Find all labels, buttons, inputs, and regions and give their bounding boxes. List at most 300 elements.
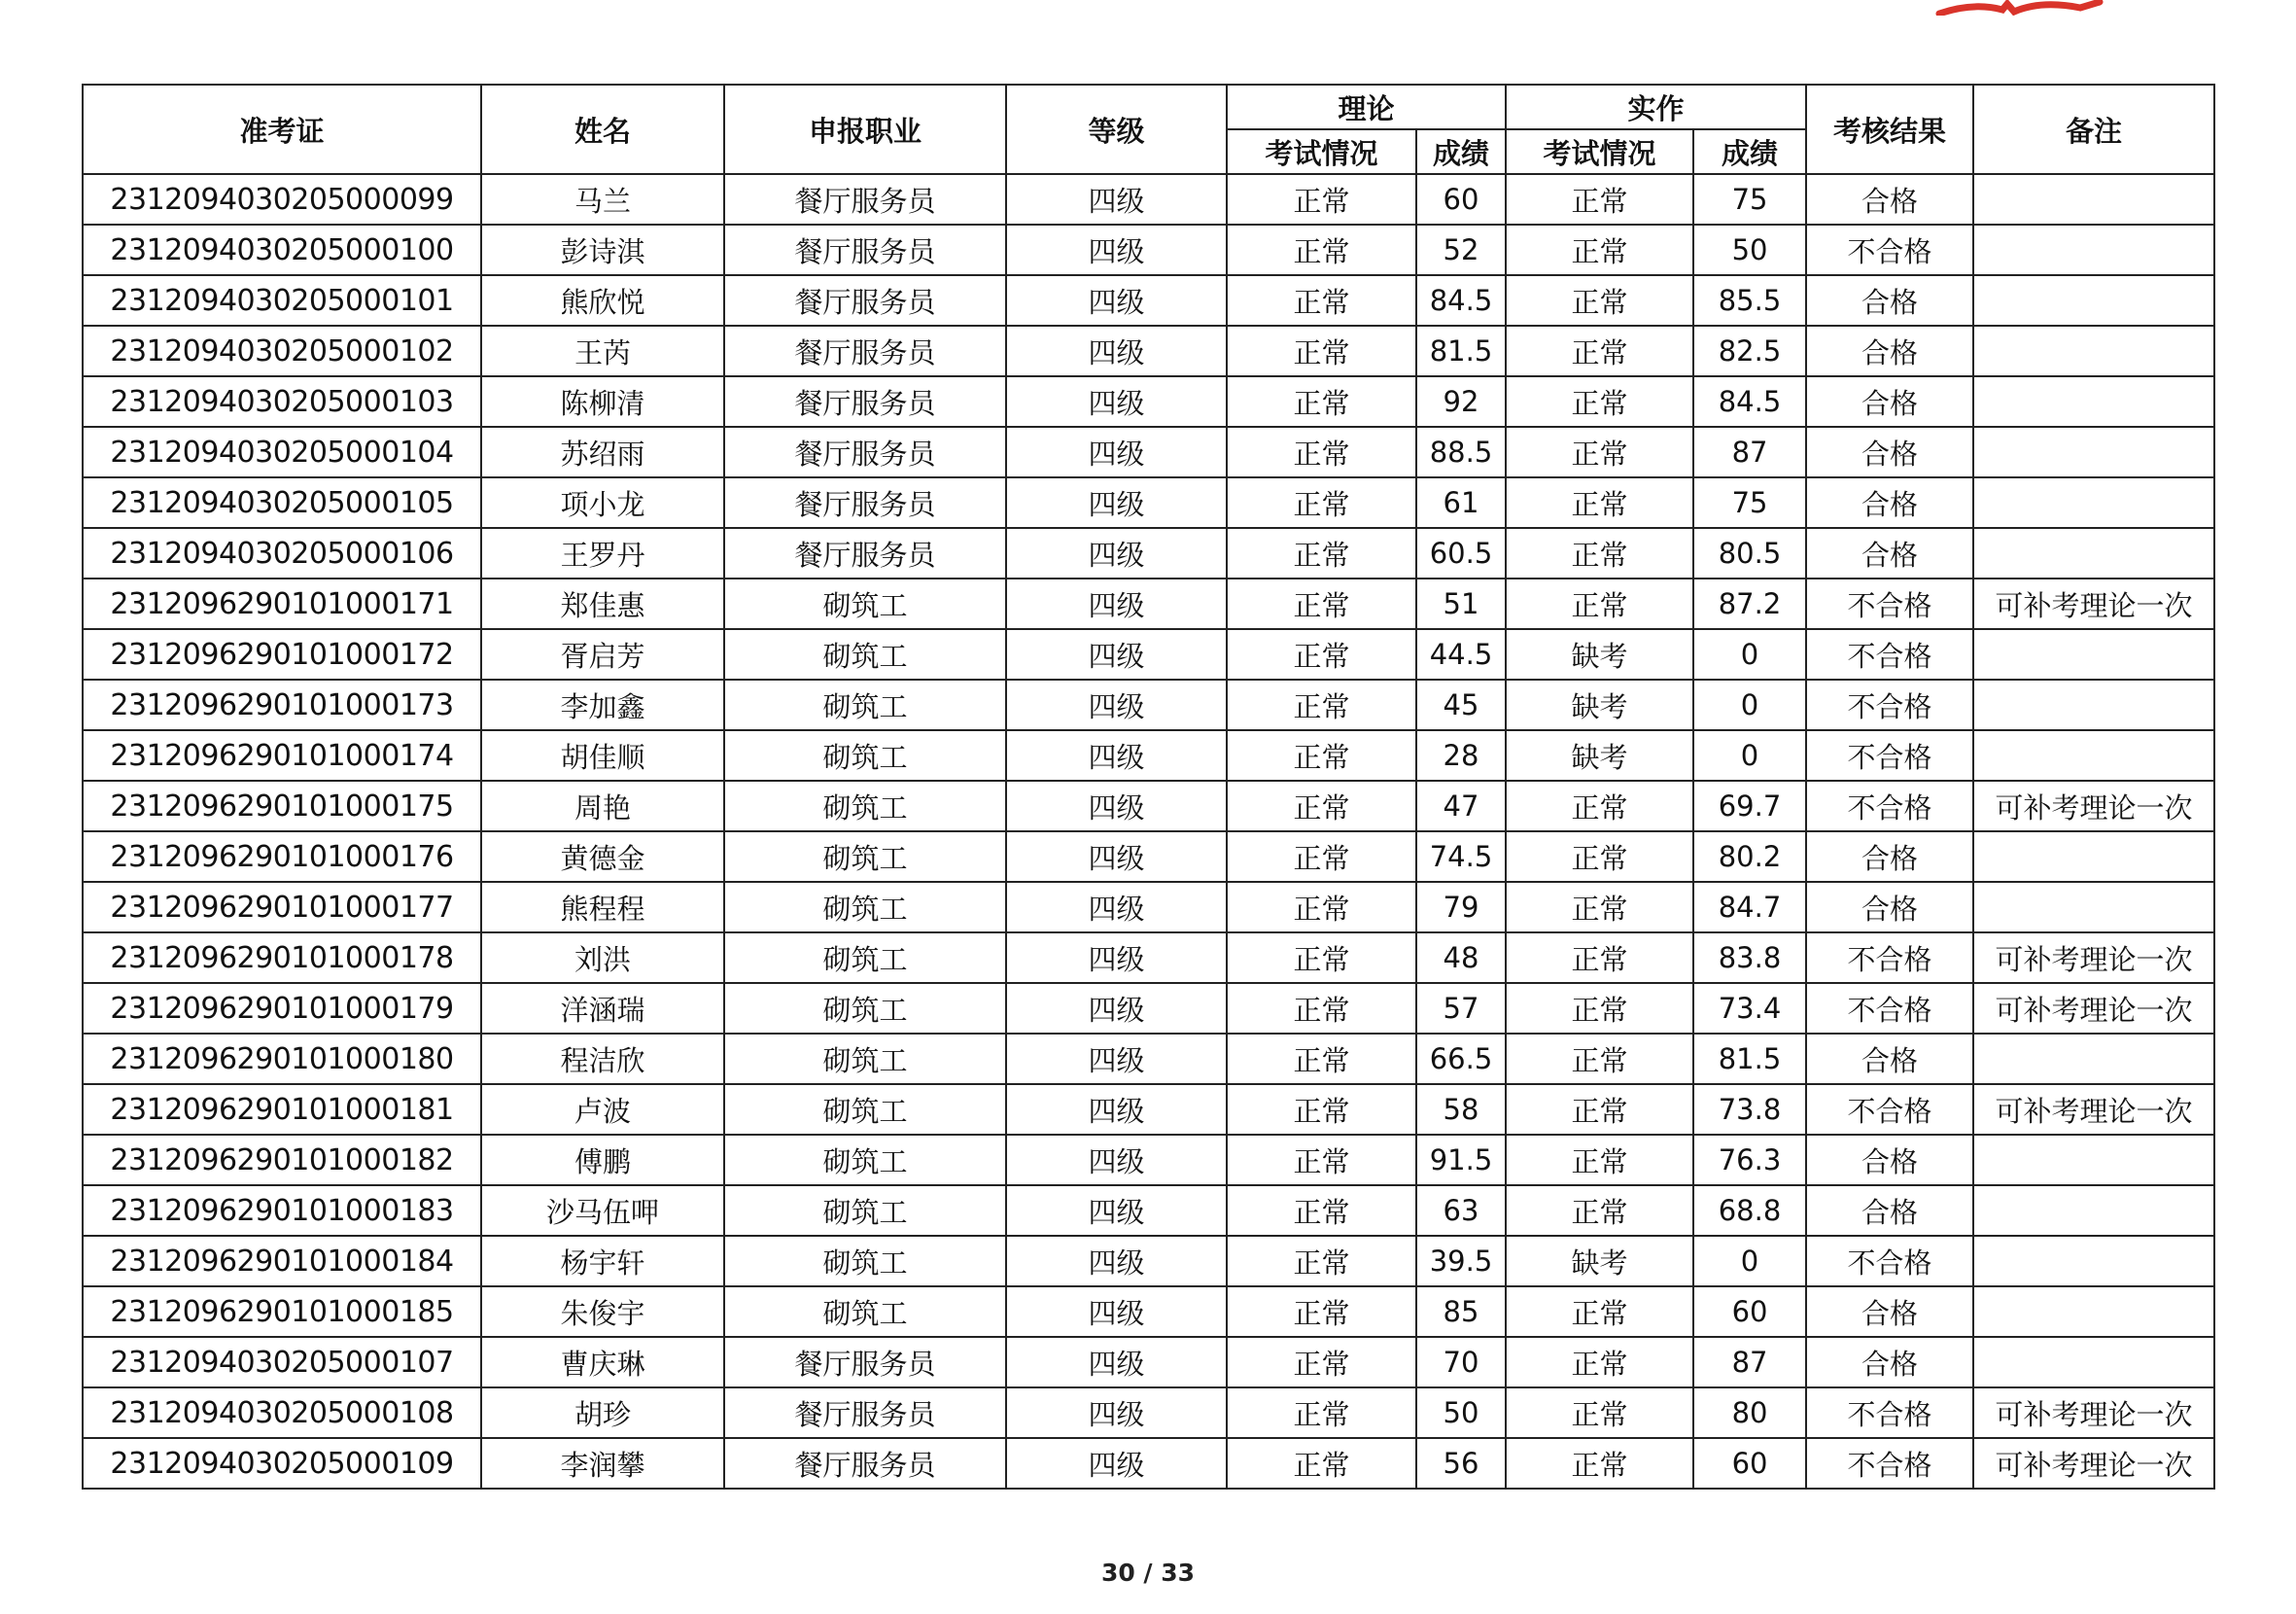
cell-theory-score: 60 [1416, 174, 1506, 225]
cell-remark [1973, 326, 2214, 376]
cell-remark: 可补考理论一次 [1973, 781, 2214, 831]
cell-occupation: 餐厅服务员 [724, 1387, 1006, 1438]
cell-practical-score: 83.8 [1693, 932, 1806, 983]
cell-occupation: 砌筑工 [724, 932, 1006, 983]
col-practical-score: 成绩 [1693, 129, 1806, 174]
cell-practical-score: 0 [1693, 730, 1806, 781]
col-group-practical: 实作 [1506, 85, 1806, 129]
cell-exam-id: 2312094030205000101 [83, 275, 481, 326]
cell-level: 四级 [1006, 1084, 1227, 1135]
cell-level: 四级 [1006, 579, 1227, 629]
table-row [83, 932, 2214, 983]
cell-theory-score: 47 [1416, 781, 1506, 831]
cell-level: 四级 [1006, 376, 1227, 427]
cell-exam-id: 2312096290101000171 [83, 579, 481, 629]
cell-theory-status: 正常 [1227, 831, 1416, 882]
cell-result: 合格 [1806, 528, 1973, 579]
cell-occupation: 砌筑工 [724, 1236, 1006, 1286]
cell-name: 沙马伍呷 [481, 1185, 724, 1236]
cell-name: 洋涵瑞 [481, 983, 724, 1034]
cell-remark: 可补考理论一次 [1973, 932, 2214, 983]
table-row [83, 225, 2214, 275]
cell-level: 四级 [1006, 1387, 1227, 1438]
cell-name: 彭诗淇 [481, 225, 724, 275]
cell-practical-score: 50 [1693, 225, 1806, 275]
cell-occupation: 砌筑工 [724, 1084, 1006, 1135]
col-level: 等级 [1006, 85, 1227, 174]
cell-practical-score: 60 [1693, 1286, 1806, 1337]
table-row [83, 730, 2214, 781]
cell-practical-status: 正常 [1506, 1286, 1693, 1337]
table-row [83, 1084, 2214, 1135]
cell-remark [1973, 730, 2214, 781]
cell-remark [1973, 629, 2214, 680]
cell-practical-score: 0 [1693, 629, 1806, 680]
cell-result: 不合格 [1806, 579, 1973, 629]
cell-practical-score: 68.8 [1693, 1185, 1806, 1236]
cell-exam-id: 2312094030205000109 [83, 1438, 481, 1489]
cell-result: 合格 [1806, 326, 1973, 376]
cell-result: 不合格 [1806, 1387, 1973, 1438]
cell-name: 熊程程 [481, 882, 724, 932]
table-row [83, 831, 2214, 882]
cell-practical-status: 正常 [1506, 376, 1693, 427]
cell-name: 郑佳惠 [481, 579, 724, 629]
cell-remark [1973, 477, 2214, 528]
cell-practical-score: 87 [1693, 427, 1806, 477]
table-row [83, 528, 2214, 579]
cell-theory-score: 56 [1416, 1438, 1506, 1489]
cell-practical-score: 0 [1693, 1236, 1806, 1286]
cell-theory-score: 79 [1416, 882, 1506, 932]
cell-result: 合格 [1806, 427, 1973, 477]
cell-exam-id: 2312096290101000177 [83, 882, 481, 932]
cell-practical-status: 正常 [1506, 983, 1693, 1034]
cell-practical-score: 87.2 [1693, 579, 1806, 629]
cell-occupation: 餐厅服务员 [724, 225, 1006, 275]
cell-theory-status: 正常 [1227, 1387, 1416, 1438]
cell-practical-status: 缺考 [1506, 730, 1693, 781]
cell-result: 不合格 [1806, 932, 1973, 983]
cell-remark [1973, 225, 2214, 275]
cell-occupation: 砌筑工 [724, 730, 1006, 781]
col-name: 姓名 [481, 85, 724, 174]
cell-practical-score: 60 [1693, 1438, 1806, 1489]
cell-occupation: 砌筑工 [724, 1185, 1006, 1236]
cell-name: 傅鹏 [481, 1135, 724, 1185]
cell-exam-id: 2312094030205000108 [83, 1387, 481, 1438]
table-row [83, 174, 2214, 225]
cell-level: 四级 [1006, 680, 1227, 730]
cell-exam-id: 2312096290101000182 [83, 1135, 481, 1185]
cell-practical-score: 81.5 [1693, 1034, 1806, 1084]
red-stamp-fragment [1934, 0, 2105, 16]
cell-exam-id: 2312094030205000106 [83, 528, 481, 579]
cell-practical-score: 73.8 [1693, 1084, 1806, 1135]
cell-occupation: 砌筑工 [724, 781, 1006, 831]
cell-name: 杨宇轩 [481, 1236, 724, 1286]
cell-practical-score: 75 [1693, 477, 1806, 528]
cell-name: 王芮 [481, 326, 724, 376]
col-practical-status: 考试情况 [1506, 129, 1693, 174]
cell-theory-status: 正常 [1227, 1034, 1416, 1084]
cell-practical-score: 80.5 [1693, 528, 1806, 579]
cell-theory-status: 正常 [1227, 579, 1416, 629]
cell-practical-status: 缺考 [1506, 629, 1693, 680]
cell-result: 合格 [1806, 477, 1973, 528]
cell-name: 程洁欣 [481, 1034, 724, 1084]
cell-level: 四级 [1006, 427, 1227, 477]
cell-remark [1973, 427, 2214, 477]
cell-remark [1973, 1236, 2214, 1286]
cell-theory-status: 正常 [1227, 1438, 1416, 1489]
cell-occupation: 砌筑工 [724, 983, 1006, 1034]
cell-name: 苏绍雨 [481, 427, 724, 477]
cell-practical-score: 76.3 [1693, 1135, 1806, 1185]
cell-remark [1973, 1337, 2214, 1387]
cell-remark [1973, 1286, 2214, 1337]
cell-occupation: 砌筑工 [724, 1135, 1006, 1185]
cell-practical-status: 正常 [1506, 225, 1693, 275]
cell-exam-id: 2312096290101000173 [83, 680, 481, 730]
cell-practical-status: 正常 [1506, 477, 1693, 528]
cell-result: 合格 [1806, 275, 1973, 326]
cell-theory-status: 正常 [1227, 1236, 1416, 1286]
cell-occupation: 餐厅服务员 [724, 326, 1006, 376]
cell-theory-score: 28 [1416, 730, 1506, 781]
cell-occupation: 砌筑工 [724, 680, 1006, 730]
cell-theory-status: 正常 [1227, 1084, 1416, 1135]
cell-level: 四级 [1006, 831, 1227, 882]
col-group-theory: 理论 [1227, 85, 1506, 129]
cell-theory-score: 57 [1416, 983, 1506, 1034]
cell-exam-id: 2312094030205000103 [83, 376, 481, 427]
cell-theory-score: 63 [1416, 1185, 1506, 1236]
cell-result: 不合格 [1806, 1084, 1973, 1135]
cell-level: 四级 [1006, 1337, 1227, 1387]
cell-result: 不合格 [1806, 781, 1973, 831]
col-theory-score: 成绩 [1416, 129, 1506, 174]
cell-level: 四级 [1006, 882, 1227, 932]
cell-theory-score: 84.5 [1416, 275, 1506, 326]
cell-theory-score: 85 [1416, 1286, 1506, 1337]
cell-theory-score: 58 [1416, 1084, 1506, 1135]
cell-result: 合格 [1806, 1135, 1973, 1185]
cell-practical-status: 正常 [1506, 1034, 1693, 1084]
cell-theory-status: 正常 [1227, 427, 1416, 477]
cell-exam-id: 2312096290101000179 [83, 983, 481, 1034]
cell-remark [1973, 1135, 2214, 1185]
col-remark: 备注 [1973, 85, 2214, 174]
cell-practical-score: 69.7 [1693, 781, 1806, 831]
cell-exam-id: 2312094030205000105 [83, 477, 481, 528]
cell-result: 合格 [1806, 1337, 1973, 1387]
cell-exam-id: 2312096290101000176 [83, 831, 481, 882]
cell-remark [1973, 528, 2214, 579]
cell-exam-id: 2312094030205000099 [83, 174, 481, 225]
cell-remark [1973, 1034, 2214, 1084]
cell-name: 胡珍 [481, 1387, 724, 1438]
cell-result: 不合格 [1806, 1438, 1973, 1489]
cell-name: 李润攀 [481, 1438, 724, 1489]
score-sheet [82, 84, 2213, 1490]
cell-name: 项小龙 [481, 477, 724, 528]
cell-practical-score: 84.7 [1693, 882, 1806, 932]
cell-level: 四级 [1006, 174, 1227, 225]
cell-theory-status: 正常 [1227, 1337, 1416, 1387]
table-row [83, 781, 2214, 831]
table-row [83, 983, 2214, 1034]
cell-theory-status: 正常 [1227, 1185, 1416, 1236]
table-row [83, 579, 2214, 629]
cell-name: 刘洪 [481, 932, 724, 983]
cell-practical-score: 82.5 [1693, 326, 1806, 376]
cell-practical-score: 80 [1693, 1387, 1806, 1438]
cell-level: 四级 [1006, 983, 1227, 1034]
cell-exam-id: 2312094030205000104 [83, 427, 481, 477]
cell-theory-score: 92 [1416, 376, 1506, 427]
cell-level: 四级 [1006, 932, 1227, 983]
cell-occupation: 砌筑工 [724, 882, 1006, 932]
cell-exam-id: 2312096290101000184 [83, 1236, 481, 1286]
cell-theory-score: 39.5 [1416, 1236, 1506, 1286]
cell-result: 不合格 [1806, 629, 1973, 680]
page-number: 30 / 33 [1100, 1559, 1196, 1587]
cell-practical-score: 80.2 [1693, 831, 1806, 882]
cell-theory-score: 66.5 [1416, 1034, 1506, 1084]
cell-theory-status: 正常 [1227, 174, 1416, 225]
cell-remark [1973, 275, 2214, 326]
table-body [83, 174, 2214, 1489]
cell-result: 不合格 [1806, 1236, 1973, 1286]
cell-occupation: 餐厅服务员 [724, 1438, 1006, 1489]
cell-theory-status: 正常 [1227, 477, 1416, 528]
cell-occupation: 餐厅服务员 [724, 477, 1006, 528]
cell-remark [1973, 680, 2214, 730]
cell-theory-score: 88.5 [1416, 427, 1506, 477]
table-row [83, 1185, 2214, 1236]
cell-occupation: 餐厅服务员 [724, 275, 1006, 326]
cell-theory-status: 正常 [1227, 1286, 1416, 1337]
cell-name: 胥启芳 [481, 629, 724, 680]
cell-practical-score: 73.4 [1693, 983, 1806, 1034]
cell-level: 四级 [1006, 275, 1227, 326]
table-row [83, 680, 2214, 730]
cell-practical-status: 正常 [1506, 579, 1693, 629]
header-row-top [83, 85, 2214, 129]
cell-exam-id: 2312096290101000180 [83, 1034, 481, 1084]
cell-level: 四级 [1006, 326, 1227, 376]
cell-level: 四级 [1006, 1438, 1227, 1489]
cell-practical-status: 缺考 [1506, 1236, 1693, 1286]
cell-name: 胡佳顺 [481, 730, 724, 781]
cell-occupation: 餐厅服务员 [724, 528, 1006, 579]
cell-name: 周艳 [481, 781, 724, 831]
cell-name: 熊欣悦 [481, 275, 724, 326]
cell-theory-score: 91.5 [1416, 1135, 1506, 1185]
cell-result: 不合格 [1806, 680, 1973, 730]
cell-theory-status: 正常 [1227, 680, 1416, 730]
table-row [83, 1387, 2214, 1438]
cell-practical-status: 正常 [1506, 326, 1693, 376]
cell-theory-score: 81.5 [1416, 326, 1506, 376]
cell-practical-status: 正常 [1506, 1438, 1693, 1489]
cell-theory-score: 45 [1416, 680, 1506, 730]
cell-theory-score: 61 [1416, 477, 1506, 528]
cell-occupation: 砌筑工 [724, 579, 1006, 629]
col-result: 考核结果 [1806, 85, 1973, 174]
cell-level: 四级 [1006, 1185, 1227, 1236]
cell-name: 卢波 [481, 1084, 724, 1135]
cell-theory-score: 48 [1416, 932, 1506, 983]
cell-exam-id: 2312094030205000100 [83, 225, 481, 275]
cell-result: 合格 [1806, 1286, 1973, 1337]
cell-remark [1973, 1185, 2214, 1236]
cell-practical-score: 84.5 [1693, 376, 1806, 427]
cell-theory-status: 正常 [1227, 629, 1416, 680]
cell-exam-id: 2312096290101000172 [83, 629, 481, 680]
cell-level: 四级 [1006, 225, 1227, 275]
cell-level: 四级 [1006, 730, 1227, 781]
cell-level: 四级 [1006, 1034, 1227, 1084]
cell-exam-id: 2312096290101000175 [83, 781, 481, 831]
cell-exam-id: 2312094030205000107 [83, 1337, 481, 1387]
cell-theory-status: 正常 [1227, 730, 1416, 781]
cell-occupation: 餐厅服务员 [724, 376, 1006, 427]
cell-occupation: 餐厅服务员 [724, 1337, 1006, 1387]
cell-level: 四级 [1006, 781, 1227, 831]
cell-result: 合格 [1806, 376, 1973, 427]
cell-result: 合格 [1806, 174, 1973, 225]
cell-name: 黄德金 [481, 831, 724, 882]
cell-theory-score: 74.5 [1416, 831, 1506, 882]
cell-practical-status: 正常 [1506, 1135, 1693, 1185]
cell-theory-score: 50 [1416, 1387, 1506, 1438]
table-row [83, 275, 2214, 326]
cell-exam-id: 2312096290101000183 [83, 1185, 481, 1236]
cell-practical-status: 正常 [1506, 174, 1693, 225]
cell-occupation: 砌筑工 [724, 1286, 1006, 1337]
cell-name: 马兰 [481, 174, 724, 225]
cell-theory-status: 正常 [1227, 781, 1416, 831]
table-row [83, 1438, 2214, 1489]
cell-practical-status: 正常 [1506, 882, 1693, 932]
cell-theory-status: 正常 [1227, 326, 1416, 376]
cell-practical-score: 75 [1693, 174, 1806, 225]
cell-remark [1973, 882, 2214, 932]
cell-theory-status: 正常 [1227, 275, 1416, 326]
table-row [83, 1286, 2214, 1337]
cell-exam-id: 2312096290101000181 [83, 1084, 481, 1135]
cell-theory-status: 正常 [1227, 882, 1416, 932]
cell-theory-status: 正常 [1227, 528, 1416, 579]
cell-exam-id: 2312096290101000185 [83, 1286, 481, 1337]
cell-result: 合格 [1806, 1034, 1973, 1084]
cell-level: 四级 [1006, 1286, 1227, 1337]
cell-name: 朱俊宇 [481, 1286, 724, 1337]
cell-occupation: 砌筑工 [724, 1034, 1006, 1084]
table-row [83, 376, 2214, 427]
cell-practical-status: 正常 [1506, 1387, 1693, 1438]
cell-practical-status: 正常 [1506, 528, 1693, 579]
cell-occupation: 砌筑工 [724, 629, 1006, 680]
cell-exam-id: 2312094030205000102 [83, 326, 481, 376]
cell-practical-status: 正常 [1506, 1084, 1693, 1135]
cell-name: 李加鑫 [481, 680, 724, 730]
cell-theory-score: 70 [1416, 1337, 1506, 1387]
cell-theory-status: 正常 [1227, 983, 1416, 1034]
table-row [83, 1135, 2214, 1185]
cell-theory-status: 正常 [1227, 376, 1416, 427]
col-occupation: 申报职业 [724, 85, 1006, 174]
cell-practical-status: 正常 [1506, 275, 1693, 326]
cell-result: 合格 [1806, 1185, 1973, 1236]
cell-remark [1973, 831, 2214, 882]
cell-occupation: 餐厅服务员 [724, 174, 1006, 225]
cell-practical-status: 正常 [1506, 1337, 1693, 1387]
cell-theory-score: 44.5 [1416, 629, 1506, 680]
cell-theory-status: 正常 [1227, 225, 1416, 275]
cell-practical-score: 0 [1693, 680, 1806, 730]
table-row [83, 326, 2214, 376]
cell-practical-score: 85.5 [1693, 275, 1806, 326]
cell-result: 不合格 [1806, 730, 1973, 781]
score-table [82, 84, 2215, 1490]
cell-name: 王罗丹 [481, 528, 724, 579]
cell-remark: 可补考理论一次 [1973, 1084, 2214, 1135]
cell-level: 四级 [1006, 629, 1227, 680]
table-row [83, 629, 2214, 680]
cell-level: 四级 [1006, 477, 1227, 528]
cell-theory-status: 正常 [1227, 1135, 1416, 1185]
cell-result: 不合格 [1806, 225, 1973, 275]
table-row [83, 882, 2214, 932]
col-exam-id: 准考证 [83, 85, 481, 174]
table-row [83, 427, 2214, 477]
table-row [83, 1034, 2214, 1084]
cell-theory-status: 正常 [1227, 932, 1416, 983]
cell-remark [1973, 174, 2214, 225]
cell-remark: 可补考理论一次 [1973, 579, 2214, 629]
cell-theory-score: 60.5 [1416, 528, 1506, 579]
cell-name: 曹庆琳 [481, 1337, 724, 1387]
cell-exam-id: 2312096290101000174 [83, 730, 481, 781]
cell-practical-status: 正常 [1506, 1185, 1693, 1236]
cell-practical-status: 正常 [1506, 932, 1693, 983]
table-row [83, 477, 2214, 528]
cell-remark: 可补考理论一次 [1973, 1438, 2214, 1489]
cell-exam-id: 2312096290101000178 [83, 932, 481, 983]
cell-occupation: 砌筑工 [724, 831, 1006, 882]
cell-level: 四级 [1006, 1135, 1227, 1185]
cell-level: 四级 [1006, 528, 1227, 579]
cell-remark: 可补考理论一次 [1973, 1387, 2214, 1438]
cell-theory-score: 51 [1416, 579, 1506, 629]
col-theory-status: 考试情况 [1227, 129, 1416, 174]
cell-practical-status: 正常 [1506, 781, 1693, 831]
cell-theory-score: 52 [1416, 225, 1506, 275]
cell-level: 四级 [1006, 1236, 1227, 1286]
cell-practical-status: 缺考 [1506, 680, 1693, 730]
cell-result: 合格 [1806, 831, 1973, 882]
table-row [83, 1236, 2214, 1286]
table-row [83, 1337, 2214, 1387]
cell-practical-score: 87 [1693, 1337, 1806, 1387]
cell-result: 合格 [1806, 882, 1973, 932]
cell-remark: 可补考理论一次 [1973, 983, 2214, 1034]
cell-practical-status: 正常 [1506, 427, 1693, 477]
cell-result: 不合格 [1806, 983, 1973, 1034]
